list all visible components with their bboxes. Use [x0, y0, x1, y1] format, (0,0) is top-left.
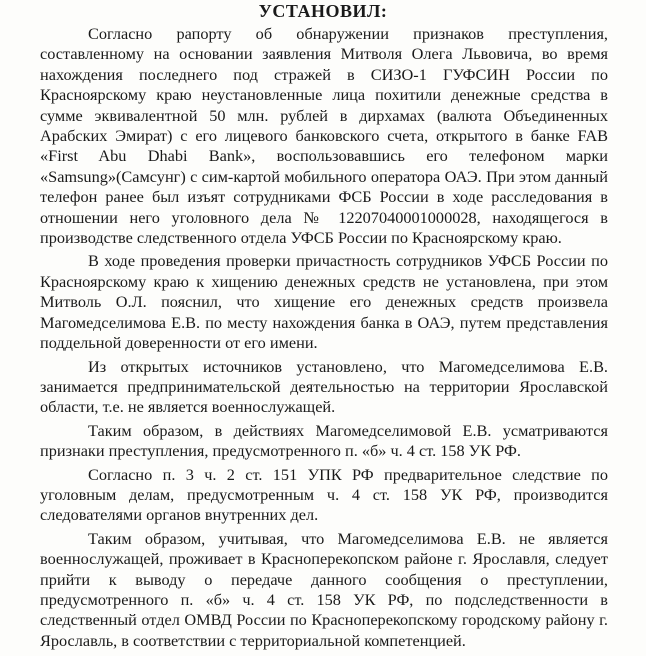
document-heading: УСТАНОВИЛ: — [258, 1, 388, 21]
paragraph-jurisdiction-law: Согласно п. 3 ч. 2 ст. 151 УПК РФ предварительное следствие по уголовным делам, предусмотренным ч. 4 ст. 158 УК РФ, производится следователями органов внутренних дел. — [40, 464, 608, 525]
paragraph-report: Согласно рапорту об обнаружении признаков преступления, составленному на основании заявления Митволя Олега Львовича, во время нахождения последнего под стражей в СИЗО-1 ГУФСИН России по Красноярскому краю неустановленные лица похитили денежные средства в сумме эквивалентной 50 млн. рублей в дирхамах (валюта Объединенных Арабских Эмират) с его лицевого банковского счета, открытого в банке FAB «First Abu Dhabi Bank», воспользовавшись его телефоном марки «Samsung»(Самсунг) с сим-картой мобильного оператора ОАЭ. При этом данный телефон ранее был изъят сотрудниками ФСБ России в ходе расследования в отношении него уголовного дела № 12207040001000028, находящегося в производстве следственного отдела УФСБ России по Красноярскому краю. — [40, 24, 608, 248]
paragraph-open-sources: Из открытых источников установлено, что Магомедселимова Е.В. занимается предпринимательской деятельностью на территории Ярославской области, т.е. не является военнослужащей. — [40, 356, 608, 417]
paragraph-conclusion: Таким образом, учитывая, что Магомедселимова Е.В. не является военнослужащей, проживает в Красноперекопском районе г. Ярославля, следует прийти к выводу о передаче данного сообщения о преступлении, предусмотренного п. «б» ч. 4 ст. 158 УК РФ, по подследственности в следственный отдел ОМВД России по Красноперекопскому городскому району г. Ярославль, в соответствии с территориальной компетенцией. — [40, 528, 608, 650]
paragraph-crime-signs: Таким образом, в действиях Магомедселимовой Е.В. усматриваются признаки преступления, предусмотренного п. «б» ч. 4 ст. 158 УК РФ. — [40, 420, 608, 461]
paragraph-inspection: В ходе проведения проверки причастность сотрудников УФСБ России по Красноярскому краю к хищению денежных средств не установлена, при этом Митволь О.Л. пояснил, что хищение его денежных средств произвела Магомедселимова Е.В. по месту нахождения банка в ОАЭ, путем представления поддельной доверенности от его имени. — [40, 251, 608, 353]
document-body — [40, 24, 608, 654]
